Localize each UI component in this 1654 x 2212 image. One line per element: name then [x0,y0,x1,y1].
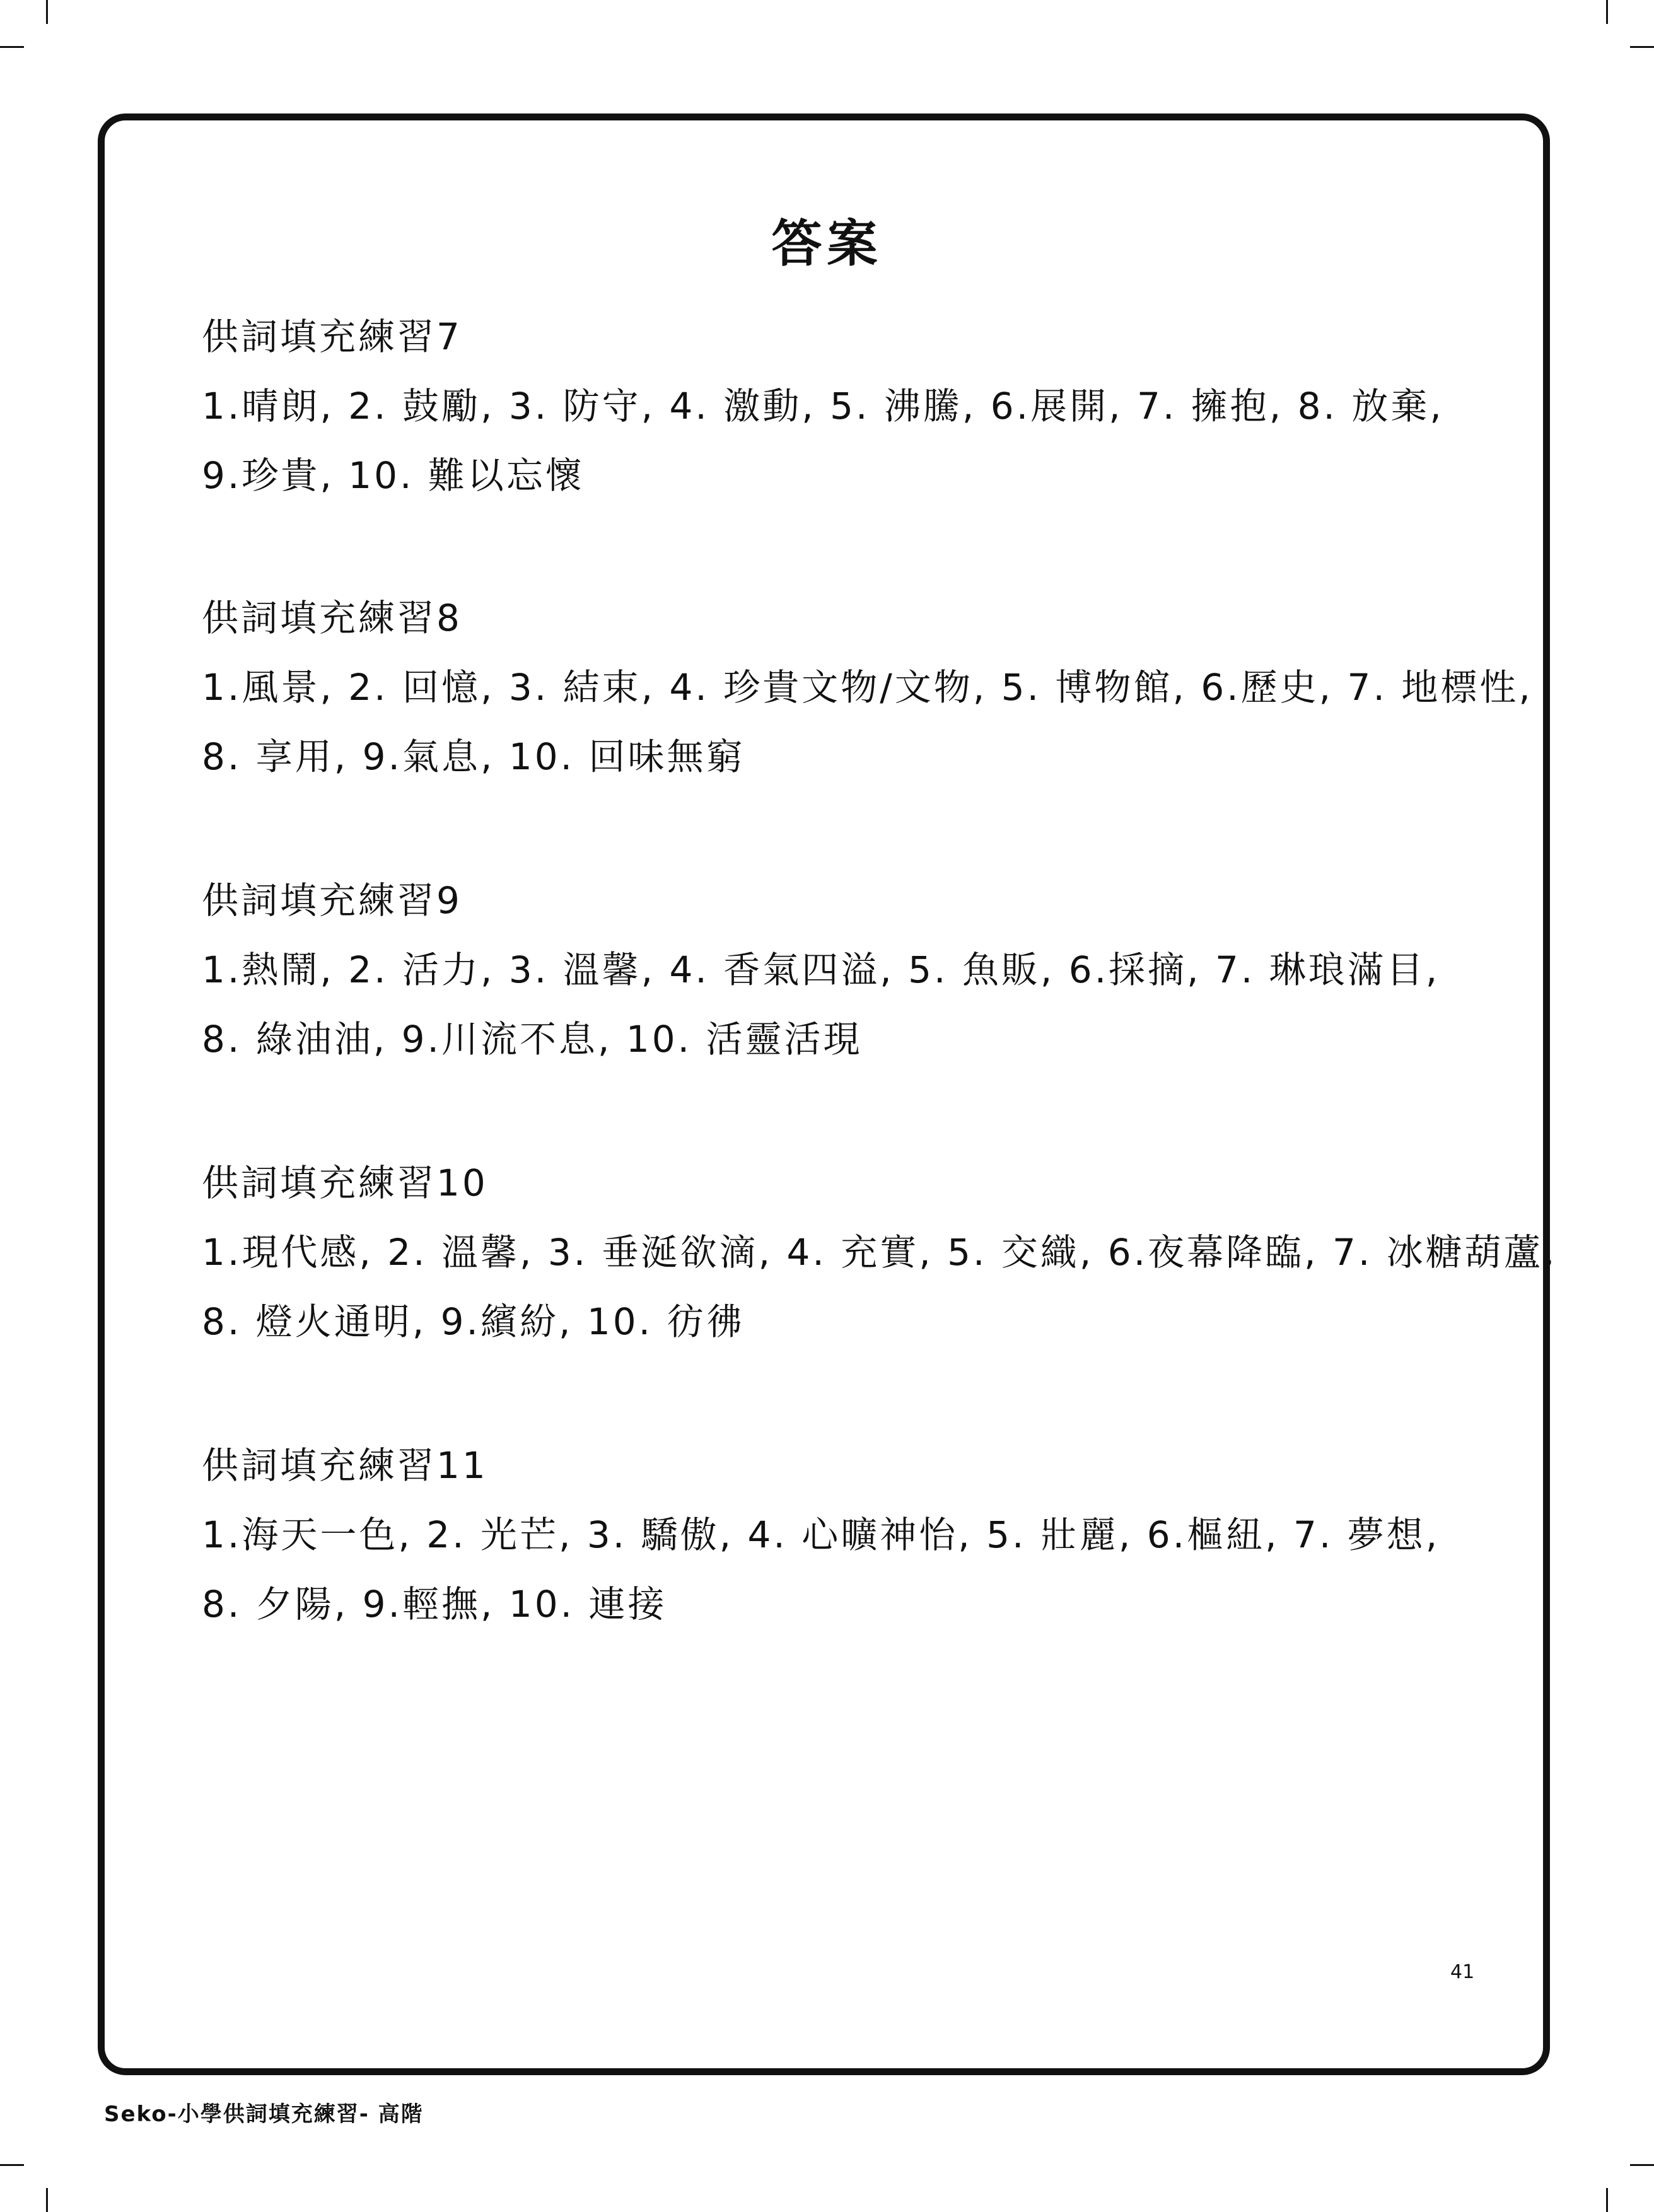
crop-mark-top-left-v [46,0,48,24]
crop-mark-bottom-right-v [1606,2188,1608,2212]
answer-line: 9.珍貴, 10. 難以忘懷 [202,454,585,497]
answer-section-7 [202,311,1501,501]
answer-section-9 [202,875,1501,1064]
answer-line: 8. 綠油油, 9.川流不息, 10. 活靈活現 [202,1018,863,1061]
answer-line: 8. 夕陽, 9.輕撫, 10. 連接 [202,1583,667,1626]
answer-line: 1.熱鬧, 2. 活力, 3. 溫馨, 4. 香氣四溢, 5. 魚販, 6.採摘, 7. 琳琅滿目, [202,948,1440,991]
section-heading: 供詞填充練習10 [202,1161,488,1204]
section-heading: 供詞填充練習9 [202,879,462,922]
crop-mark-bottom-right-h [1630,2164,1654,2166]
crop-mark-bottom-left-h [0,2164,24,2166]
section-heading: 供詞填充練習11 [202,1444,488,1487]
answer-section-11 [202,1440,1501,1629]
answer-line: 8. 享用, 9.氣息, 10. 回味無窮 [202,735,745,778]
answer-line: 1.風景, 2. 回憶, 3. 結束, 4. 珍貴文物/文物, 5. 博物館, 6.歷史, 7. 地標性, [202,666,1533,709]
answer-line: 1.海天一色, 2. 光芒, 3. 驕傲, 4. 心曠神怡, 5. 壯麗, 6.樞紐, 7. 夢想, [202,1513,1440,1556]
crop-mark-top-right-h [1630,46,1654,48]
page-number: 41 [1450,1961,1475,1983]
crop-mark-top-left-h [0,46,24,48]
section-heading: 供詞填充練習7 [202,315,462,358]
section-heading: 供詞填充練習8 [202,597,462,639]
answer-line: 1.現代感, 2. 溫馨, 3. 垂涎欲滴, 4. 充實, 5. 交織, 6.夜幕降臨, 7. 冰糖葫蘆, [202,1231,1558,1274]
answer-line: 1.晴朗, 2. 鼓勵, 3. 防守, 4. 激動, 5. 沸騰, 6.展開, 7. 擁抱, 8. 放棄, [202,385,1444,428]
crop-mark-top-right-v [1606,0,1608,24]
crop-mark-bottom-left-v [46,2188,48,2212]
page-title: 答案 [771,214,883,273]
answer-section-8 [202,593,1533,782]
footer-book-title: Seko-小學供詞填充練習- 高階 [104,2102,424,2127]
answer-line: 8. 燈火通明, 9.繽紛, 10. 彷彿 [202,1300,745,1343]
answer-section-10 [202,1158,1558,1347]
